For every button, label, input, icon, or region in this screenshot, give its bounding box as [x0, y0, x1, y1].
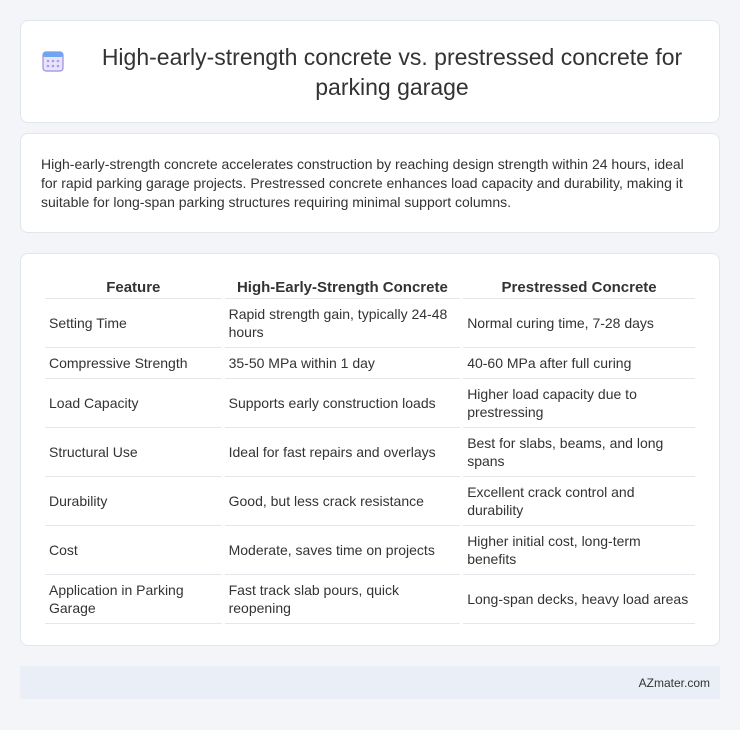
footer-bar: [20, 666, 720, 699]
table-cell: Excellent crack control and durability: [463, 477, 695, 526]
column-header-prestressed: Prestressed Concrete: [463, 276, 695, 299]
table-cell: 35-50 MPa within 1 day: [225, 348, 461, 379]
table-cell: Higher load capacity due to prestressing: [463, 379, 695, 428]
table-cell: Higher initial cost, long-term benefits: [463, 526, 695, 575]
table-row: [45, 299, 695, 348]
table-cell: Best for slabs, beams, and long spans: [463, 428, 695, 477]
calendar-icon: [41, 49, 65, 73]
column-header-high-early-strength: High-Early-Strength Concrete: [225, 276, 461, 299]
table-cell: Long-span decks, heavy load areas: [463, 575, 695, 624]
table-cell: Rapid strength gain, typically 24-48 hours: [225, 299, 461, 348]
comparison-table: [42, 276, 698, 624]
column-header-feature: Feature: [45, 276, 222, 299]
table-row: [45, 526, 695, 575]
table-row: [45, 575, 695, 624]
table-row: [45, 348, 695, 379]
table-row: [45, 428, 695, 477]
table-row: [45, 379, 695, 428]
table-cell: Supports early construction loads: [225, 379, 461, 428]
table-cell: Cost: [45, 526, 222, 575]
table-cell: 40-60 MPa after full curing: [463, 348, 695, 379]
table-cell: Ideal for fast repairs and overlays: [225, 428, 461, 477]
table-cell: Moderate, saves time on projects: [225, 526, 461, 575]
table-cell: Compressive Strength: [45, 348, 222, 379]
title-wrap: [41, 42, 699, 102]
table-row: [45, 477, 695, 526]
title-card: [20, 20, 720, 123]
footer-site-link[interactable]: AZmater.com: [638, 675, 710, 690]
table-cell: Load Capacity: [45, 379, 222, 428]
intro-paragraph: High-early-strength concrete accelerates construction by reaching design strength within 24 hours, ideal for rapid parking garage projects. Prestressed concrete enhances load capacity and durability, making it suitable for long-span parking structures requiring minimal support columns.: [41, 156, 684, 210]
comparison-table-card: [20, 253, 720, 646]
table-cell: Normal curing time, 7-28 days: [463, 299, 695, 348]
table-header-row: [45, 276, 695, 299]
table-cell: Durability: [45, 477, 222, 526]
table-cell: Fast track slab pours, quick reopening: [225, 575, 461, 624]
table-cell: Good, but less crack resistance: [225, 477, 461, 526]
table-cell: Setting Time: [45, 299, 222, 348]
table-cell: Structural Use: [45, 428, 222, 477]
page-title: High-early-strength concrete vs. prestressed concrete for parking garage: [101, 43, 683, 100]
table-cell: Application in Parking Garage: [45, 575, 222, 624]
intro-card: [20, 133, 720, 233]
